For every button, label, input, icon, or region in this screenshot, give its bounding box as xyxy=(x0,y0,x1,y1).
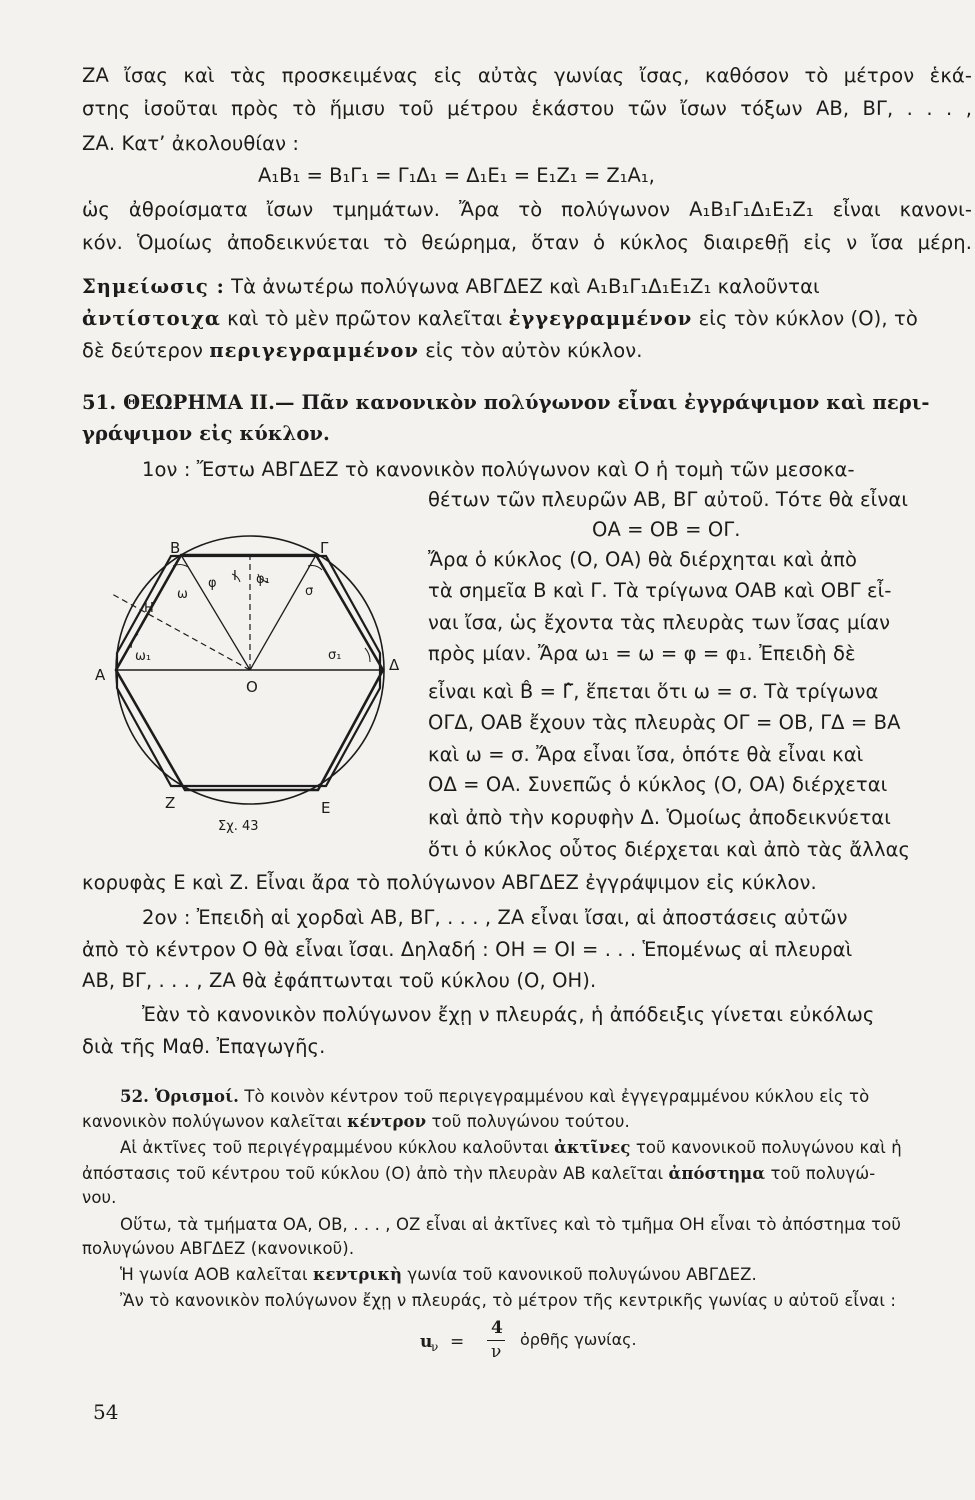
definition-line: Οὕτω, τὰ τμήματα ΟΑ, ΟΒ, . . . , ΟΖ εἶναι αἱ ἀκτῖνες καὶ τὸ τμῆμα ΟΗ εἶναι τὸ ἀπόστημα τοῦ xyxy=(120,1215,902,1234)
text-run: τοῦ πολυγώ- xyxy=(765,1164,876,1183)
label-D: Δ xyxy=(389,656,400,674)
label-omega1: ω₁ xyxy=(135,649,152,664)
text-run: καὶ τὸ μὲν πρῶτον καλεῖται xyxy=(220,307,509,330)
equation: Α₁Β₁ = Β₁Γ₁ = Γ₁Δ₁ = Δ₁Ε₁ = Ε₁Ζ₁ = Ζ₁Α₁, xyxy=(258,164,655,187)
label-omega: ω xyxy=(177,587,188,602)
label-H: Η xyxy=(144,601,154,616)
geometry-figure xyxy=(86,520,416,840)
theorem-heading: 51. ΘΕΩΡΗΜΑ ΙΙ.— Πᾶν κανονικὸν πολύγωνον εἶναι ἐγγράψιμον καὶ περι- xyxy=(82,391,930,414)
definition-line: Ἂν τὸ κανονικὸν πολύγωνον ἔχῃ ν πλευράς, τὸ μέτρον τῆς κεντρικῆς γωνίας υ αὐτοῦ εἶναι : xyxy=(120,1291,897,1310)
text-run: γωνία τοῦ κανονικοῦ πολυγώνου ΑΒΓΔΕΖ. xyxy=(402,1265,757,1284)
text-run: εἰς τὸν αὐτὸν κύκλον. xyxy=(418,339,643,362)
note-line xyxy=(82,306,972,332)
bold-term: ἐγγεγραμμένον xyxy=(508,307,693,330)
text-line: ΟΓΔ, ΟΑΒ ἔχουν τὰς πλευρὰς ΟΓ = ΟΒ, ΓΔ = ΒΑ xyxy=(428,711,901,734)
label-I: Ι xyxy=(233,569,237,584)
label-G: Γ xyxy=(320,539,329,557)
formula-denominator: ν xyxy=(491,1342,502,1362)
page-number: 54 xyxy=(93,1400,119,1424)
definition-line: πολυγώνου ΑΒΓΔΕΖ (κανονικοῦ). xyxy=(82,1239,355,1258)
text-line: ναι ἴσα, ὡς ἔχοντα τὰς πλευρὰς των ἴσας μίαν xyxy=(428,611,891,634)
text-line: ἀπὸ τὸ κέντρον Ο θὰ εἶναι ἴσαι. Δηλαδή : ΟΗ = ΟΙ = . . . Ἑπομένως αἱ πλευραὶ xyxy=(82,938,853,961)
text-line: ὅτι ὁ κύκλος οὗτος διέρχεται καὶ ἀπὸ τὰς ἄλλας xyxy=(428,838,911,861)
label-phi: φ xyxy=(208,576,217,591)
text-line: πρὸς μίαν. Ἄρα ω₁ = ω = φ = φ₁. Ἐπειδὴ δὲ xyxy=(428,642,856,665)
text-line: κορυφὰς Ε καὶ Ζ. Εἶναι ἄρα τὸ πολύγωνον ΑΒΓΔΕΖ ἐγγράψιμον εἰς κύκλον. xyxy=(82,871,817,894)
text-run: εἰς τὸν κύκλον (Ο), τὸ xyxy=(692,307,918,330)
label-O: Ο xyxy=(246,678,258,696)
text-run: Ἡ γωνία ΑΟΒ καλεῖται xyxy=(120,1265,313,1284)
definition-line xyxy=(82,1111,972,1133)
apothem-OH xyxy=(112,594,250,670)
text-line: ὡς ἀθροίσματα ἴσων τμημάτων. Ἄρα τὸ πολύγωνον Α₁Β₁Γ₁Δ₁Ε₁Ζ₁ εἶναι κανονι- xyxy=(82,198,972,221)
text-line: διὰ τῆς Μαθ. Ἐπαγωγῆς. xyxy=(82,1035,326,1058)
bold-term: περιγεγραμμένον xyxy=(209,339,419,362)
bold-term: ἀπόστημα xyxy=(668,1164,766,1183)
fraction-bar xyxy=(487,1340,505,1341)
text-line: ΑΒ, ΒΓ, . . . , ΖΑ θὰ ἐφάπτωνται τοῦ κύκλου (Ο, ΟΗ). xyxy=(82,969,597,992)
formula-lhs: u xyxy=(420,1332,433,1352)
text-line: τὰ σημεῖα Β καὶ Γ. Τὰ τρίγωνα ΟΑΒ καὶ ΟΒΓ εἶ- xyxy=(428,579,892,602)
text-run: τοῦ κανονικοῦ πολυγώνου καὶ ἡ xyxy=(630,1138,902,1157)
angle-arc xyxy=(365,648,370,662)
text-line: ΖΑ ἴσας καὶ τὰς προσκειμένας εἰς αὐτὰς γωνίας ἴσας, καθόσον τὸ μέτρον ἑκά- xyxy=(82,64,972,87)
bold-term: κεντρικὴ xyxy=(312,1265,403,1284)
circumscribed-octagon xyxy=(117,556,380,786)
text-run: Τὸ κοινὸν κέντρον τοῦ περιγεγραμμένου καὶ ἐγγεγραμμένου κύκλου εἰς τὸ xyxy=(239,1087,870,1106)
text-run: δὲ δεύτερον xyxy=(82,339,210,362)
formula-numerator: 4 xyxy=(491,1318,503,1338)
text-line: καὶ ἀπὸ τὴν κορυφὴν Δ. Ὁμοίως ἀποδεικνύεται xyxy=(428,806,891,829)
text-line: κόν. Ὁμοίως ἀποδεικνύεται τὸ θεώρημα, ὅταν ὁ κύκλος διαιρεθῇ εἰς ν ἴσα μέρη. xyxy=(82,231,972,254)
definition-line: νου. xyxy=(82,1188,117,1207)
note-text: Τὰ ἀνωτέρω πολύγωνα ΑΒΓΔΕΖ καὶ Α₁Β₁Γ₁Δ₁Ε₁Ζ₁ καλοῦνται xyxy=(224,275,820,298)
figure-caption: Σχ. 43 xyxy=(218,819,259,834)
text-run: τοῦ πολυγώνου τούτου. xyxy=(426,1112,630,1131)
theorem-heading: γράψιμον εἰς κύκλον. xyxy=(82,422,330,445)
bold-term: ἀκτῖνες xyxy=(554,1138,631,1157)
text-run: ἀπόστασις τοῦ κέντρου τοῦ κύκλου (Ο) ἀπὸ τὴν πλευρὰν ΑΒ καλεῖται xyxy=(82,1164,669,1183)
definition-line xyxy=(120,1137,972,1159)
text-line: 2ον : Ἐπειδὴ αἱ χορδαὶ ΑΒ, ΒΓ, . . . , ΖΑ εἶναι ἴσαι, αἱ ἀποστάσεις αὐτῶν xyxy=(142,906,848,929)
note-line xyxy=(82,338,972,364)
equation: ΟΑ = ΟΒ = ΟΓ. xyxy=(592,518,741,541)
text-line: ΟΔ = ΟΑ. Συνεπῶς ὁ κύκλος (Ο, ΟΑ) διέρχεται xyxy=(428,773,888,796)
text-line: θέτων τῶν πλευρῶν ΑΒ, ΒΓ αὐτοῦ. Τότε θὰ εἶναι xyxy=(428,488,909,511)
formula-equals: = xyxy=(450,1332,465,1352)
label-E: Ε xyxy=(321,799,331,817)
formula-subscript: ν xyxy=(431,1340,439,1354)
definition-line xyxy=(120,1264,972,1286)
label-A: Α xyxy=(95,666,106,684)
text-line: Ἄρα ὁ κύκλος (Ο, ΟΑ) θὰ διέρχηται καὶ ἀπὸ xyxy=(428,548,857,571)
text-line: καὶ ω = σ. Ἄρα εἶναι ἴσα, ὁπότε θὰ εἶναι καὶ xyxy=(428,743,864,766)
label-sigma: σ xyxy=(305,584,314,599)
radius-OB xyxy=(181,555,250,670)
definition-line xyxy=(82,1163,972,1185)
definition-heading: 52. Ὁρισμοί. xyxy=(120,1087,240,1106)
text-line: Ἐὰν τὸ κανονικὸν πολύγωνον ἔχῃ ν πλευράς, ἡ ἀπόδειξις γίνεται εὐκόλως xyxy=(142,1003,875,1026)
label-Z: Ζ xyxy=(165,794,176,812)
text-run: Αἱ ἀκτῖνες τοῦ περιγέγραμμένου κύκλου καλοῦνται xyxy=(120,1138,555,1157)
text-line: ΖΑ. Κατ’ ἀκολουθίαν : xyxy=(82,132,300,155)
label-phi1: φ₁ xyxy=(256,572,270,587)
note-heading: Σημείωσις : xyxy=(82,275,225,298)
text-line: εἶναι καὶ B̂ = Γ̂, ἕπεται ὅτι ω = σ. Τὰ τρίγωνα xyxy=(428,680,879,703)
label-sigma1: σ₁ xyxy=(328,648,342,663)
text-line: στης ἰσοῦται πρὸς τὸ ἥμισυ τοῦ μέτρου ἑκάστου τῶν ἴσων τόξων ΑΒ, ΒΓ, . . . , xyxy=(82,97,972,120)
text-run: κανονικὸν πολύγωνον καλεῖται xyxy=(82,1112,348,1131)
note-line xyxy=(82,274,972,300)
bold-term: ἀντίστοιχα xyxy=(82,307,221,330)
definition-line xyxy=(120,1086,972,1108)
formula-rhs: ὀρθῆς γωνίας. xyxy=(520,1330,637,1349)
text-line: 1ον : Ἔστω ΑΒΓΔΕΖ τὸ κανονικὸν πολύγωνον καὶ Ο ἡ τομὴ τῶν μεσοκα- xyxy=(142,458,855,481)
bold-term: κέντρον xyxy=(347,1112,427,1131)
label-B: Β xyxy=(170,539,181,557)
